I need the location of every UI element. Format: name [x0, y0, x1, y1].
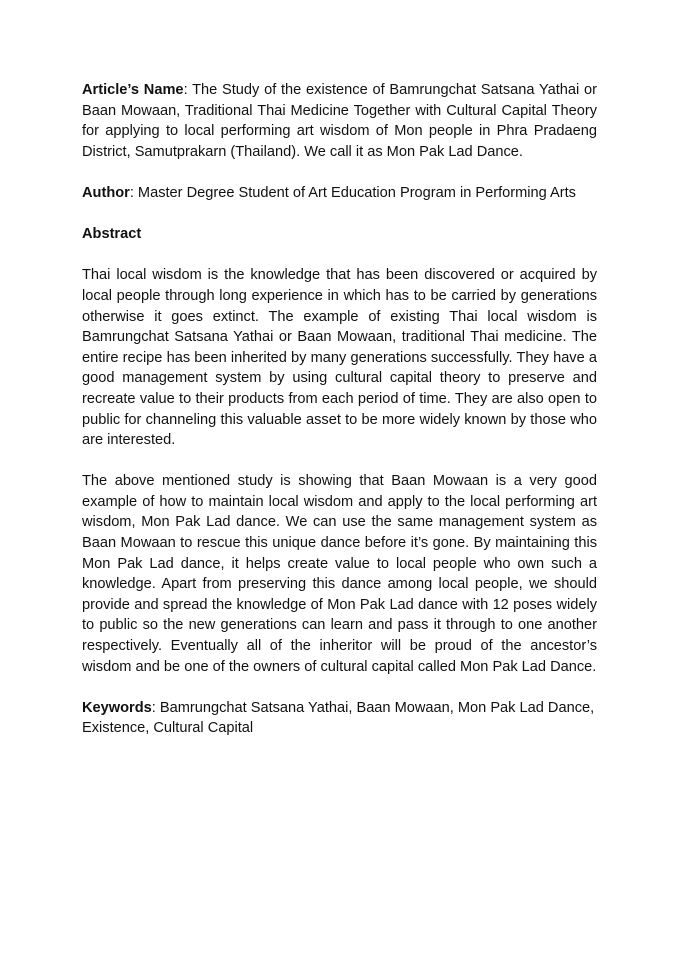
- keywords-label: Keywords: [82, 699, 152, 716]
- author-label: Author: [82, 184, 130, 201]
- abstract-paragraph-2: The above mentioned study is showing that Baan Mowaan is a very good example of how to maintain local wisdom and apply to the local performing art wisdom, Mon Pak Lad dance. We can use the same management system as Baan Mowaan to rescue this unique dance before it’s gone. By maintaining this Mon Pak Lad dance, it helps create value to local people who own such a knowledge. Apart from preserving this dance among local people, we should provide and spread the knowledge of Mon Pak Lad dance with 12 poses widely to public so the new generations can learn and pass it through to one another respectively. Eventually all of the inheritor will be proud of the ancestor’s wisdom and be one of the owners of cultural capital called Mon Pak Lad Dance.: [82, 473, 597, 675]
- article-name-label: Article’s Name: [82, 82, 184, 98]
- keywords-text: : Bamrungchat Satsana Yathai, Baan Mowaan, Mon Pak Lad Dance, Existence, Cultural Capital: [82, 699, 595, 737]
- abstract-paragraph-1: Thai local wisdom is the knowledge that has been discovered or acquired by local people through long experience in which has to be carried by generations otherwise it goes extinct. The example of existing Thai local wisdom is Bamrungchat Satsana Yathai or Baan Mowaan, traditional Thai medicine. The entire recipe has been inherited by many generations successfully. They have a good management system by using cultural capital theory to preserve and recreate value to their products from each period of time. They are also open to public for channeling this valuable asset to be more widely known by those who are interested.: [82, 267, 597, 449]
- author-text: : Master Degree Student of Art Education Program in Performing Arts: [129, 184, 576, 201]
- article-name-text: : The Study of the existence of Bamrungchat Satsana Yathai or Baan Mowaan, Traditional Thai Medicine Together with Cultural Capital Theory for applying to local performing art wisdom of Mon people in Phra Pradaeng District, Samutprakarn (Thailand). We call it as Mon Pak Lad Dance.: [82, 82, 597, 160]
- abstract-heading: Abstract: [82, 226, 142, 243]
- document-page: [82, 80, 597, 760]
- article-name-paragraph: [82, 80, 597, 162]
- author-paragraph: [82, 183, 597, 204]
- keywords-paragraph: [82, 698, 597, 739]
